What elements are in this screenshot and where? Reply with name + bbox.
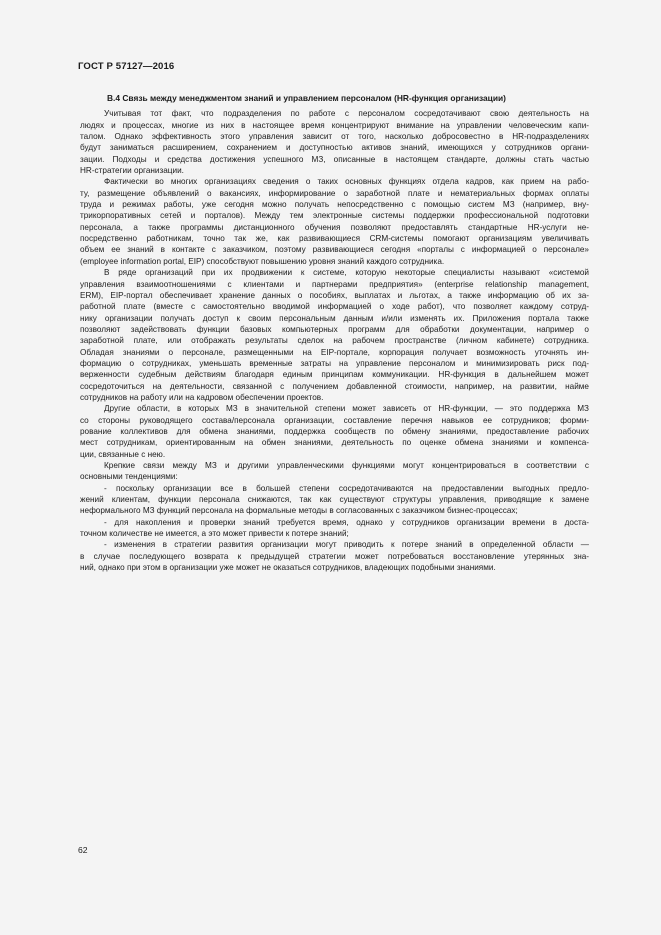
text-line: неформального МЗ функций персонала на формальные методы в согласованных с заказчиком бизнес-процессах;	[80, 506, 518, 516]
text-line: труда и режимах работы, уже сегодня можно получать непосредственно с помощью систем МЗ (например, вну-	[80, 200, 589, 210]
text-line: сосредоточиться на деятельности, связанной с получением добавленной стоимости, например, на развитии, найме	[80, 381, 589, 391]
paragraph	[80, 176, 589, 267]
page-number: 62	[78, 845, 88, 855]
text-line: нику организации получать доступ к своим персональным данным и/или изменять их. Приложения портала также	[80, 313, 589, 323]
text-line: (employee information portal, EIP) способствуют повышению уровня знаний каждого сотрудника.	[80, 256, 445, 266]
text-line: объем ее знаний в контакте с заказчиком, поэтому развивающиеся сегодня «порталы с информацией о персонале»	[80, 245, 589, 255]
text-line: мест сотрудникам, ориентированным на обмен знаниями, деятельность по оценке обмена знаниями и компенса-	[80, 438, 589, 448]
paragraph	[80, 483, 589, 517]
text-line: трикорпоративных сетей и порталов). Между тем электронные системы поддержки профессиональной подготовки	[80, 211, 589, 221]
paragraph	[80, 539, 589, 573]
paragraph	[80, 403, 589, 460]
text-line: Обладая знаниями о персонале, размещенными на EIP-портале, корпорация получает возможность уточнять ин-	[80, 347, 589, 357]
text-line: зации. Подходы и средства достижения успешного МЗ, описанные в настоящем стандарте, должны стать частью	[80, 154, 589, 164]
standard-header: ГОСТ Р 57127—2016	[78, 61, 175, 72]
text-line: Другие области, в которых МЗ в значительной степени может зависеть от HR-функции, — это поддержка МЗ	[104, 404, 589, 414]
text-line: ции, связанные с нею.	[80, 449, 166, 459]
text-line: верженности судебным действиям благодаря единым принципам коммуникации. HR-функция в дальнейшем может	[80, 370, 589, 380]
text-line: в случае последующего возврата к предыдущей стратегии может потребоваться восстановление утерянных зна-	[80, 551, 589, 561]
text-line: посредственно работникам, точно так же, как развивающиеся CRM-системы помогают организациям увеличивать	[80, 234, 589, 244]
text-line: точном количестве не имеется, а это может привести к потере знаний;	[80, 529, 349, 539]
text-line: ний, однако при этом в организации уже может не оказаться сотрудников, владеющих подобными знаниями.	[80, 563, 496, 573]
paragraph	[80, 460, 589, 483]
text-line: Крепкие связи между МЗ и другими управленческими функциями могут концентрироваться в соответствии с	[104, 461, 589, 470]
text-line: ERM), EIP-портал обеспечивает хранение данных о пособиях, выплатах и льготах, а также информацию об их за-	[80, 290, 589, 300]
text-line: жений клиентам, функции персонала снижаются, так как существуют структуры управления, приводящие к замене	[80, 495, 589, 505]
text-line: основными тенденциями:	[80, 472, 178, 482]
text-line: Фактически во многих организациях сведения о таких основных функциях отдела кадров, как прием на рабо-	[104, 177, 589, 187]
text-line: сотрудников на работу или на кадровом обеспечении проектов.	[80, 392, 324, 402]
paragraph	[80, 517, 589, 540]
text-line: позволяют задействовать функции базовых компьютерных программ для обработки документации, например о	[80, 324, 589, 334]
text-line: Учитывая тот факт, что подразделения по работе с персоналом сосредотачивают свою деятельность на	[104, 109, 589, 119]
text-line: талом. Однако эффективность этого управления зависит от того, насколько добросовестно в HR-подразделениях	[80, 132, 589, 142]
text-line: - изменения в стратегии развития организации могут приводить к потере знаний в определенной области —	[104, 540, 589, 550]
text-line: HR-стратегии организации.	[80, 166, 184, 176]
text-line: заработной плате, или отображать результаты сделок на рабочем пространстве (личном кабинете) сотрудника.	[80, 336, 589, 346]
section-title: В.4 Связь между менеджментом знаний и управлением персоналом (HR-функция организации)	[107, 93, 506, 103]
text-line: формацию о сотрудниках, уменьшать временные затраты на управление персоналом и минимизировать риск под-	[80, 358, 589, 368]
text-line: персонала, а также программы дистанционного обучения позволяют предоставлять стандартные HR-услуги не-	[80, 222, 589, 232]
paragraph-list	[80, 108, 589, 573]
text-line: будут заниматься расширением, сохранением и доступностью активов знаний, имеющихся у сотрудников органи-	[80, 143, 589, 153]
text-line: - для накопления и проверки знаний требуется время, однако у сотрудников организации времени в доста-	[104, 517, 589, 527]
text-line: людях и процессах, многие из них в настоящее время концентрируют внимание на управлении человеческим капи-	[80, 120, 589, 130]
text-line: рование коллективов для обмена знаниями, поддержка сообществ по обмену знаниями, предоставление рабочих	[80, 426, 589, 436]
text-line: работной плате (вместе с самостоятельно вводимой информацией о ходе работ), что позволяет каждому сотруд-	[80, 302, 589, 312]
text-line: управления взаимоотношениями с клиентами и партнерами предприятия» (enterprise relationship management,	[80, 279, 589, 289]
text-line: со стороны руководящего состава/персонала организации, составление перечня навыков ее сотрудников; форми-	[80, 415, 589, 425]
text-line: - поскольку организации все в большей степени сосредотачиваются на предоставлении выгодных предло-	[104, 483, 589, 493]
document-content	[80, 93, 589, 573]
text-line: ту, размещение объявлений о вакансиях, информирование о заработной плате и нематериальных формах оплаты	[80, 188, 589, 198]
paragraph	[80, 108, 589, 176]
text-line: В ряде организаций при их продвижении к системе, которую некоторые специалисты называют «системой	[104, 268, 589, 278]
paragraph	[80, 267, 589, 403]
